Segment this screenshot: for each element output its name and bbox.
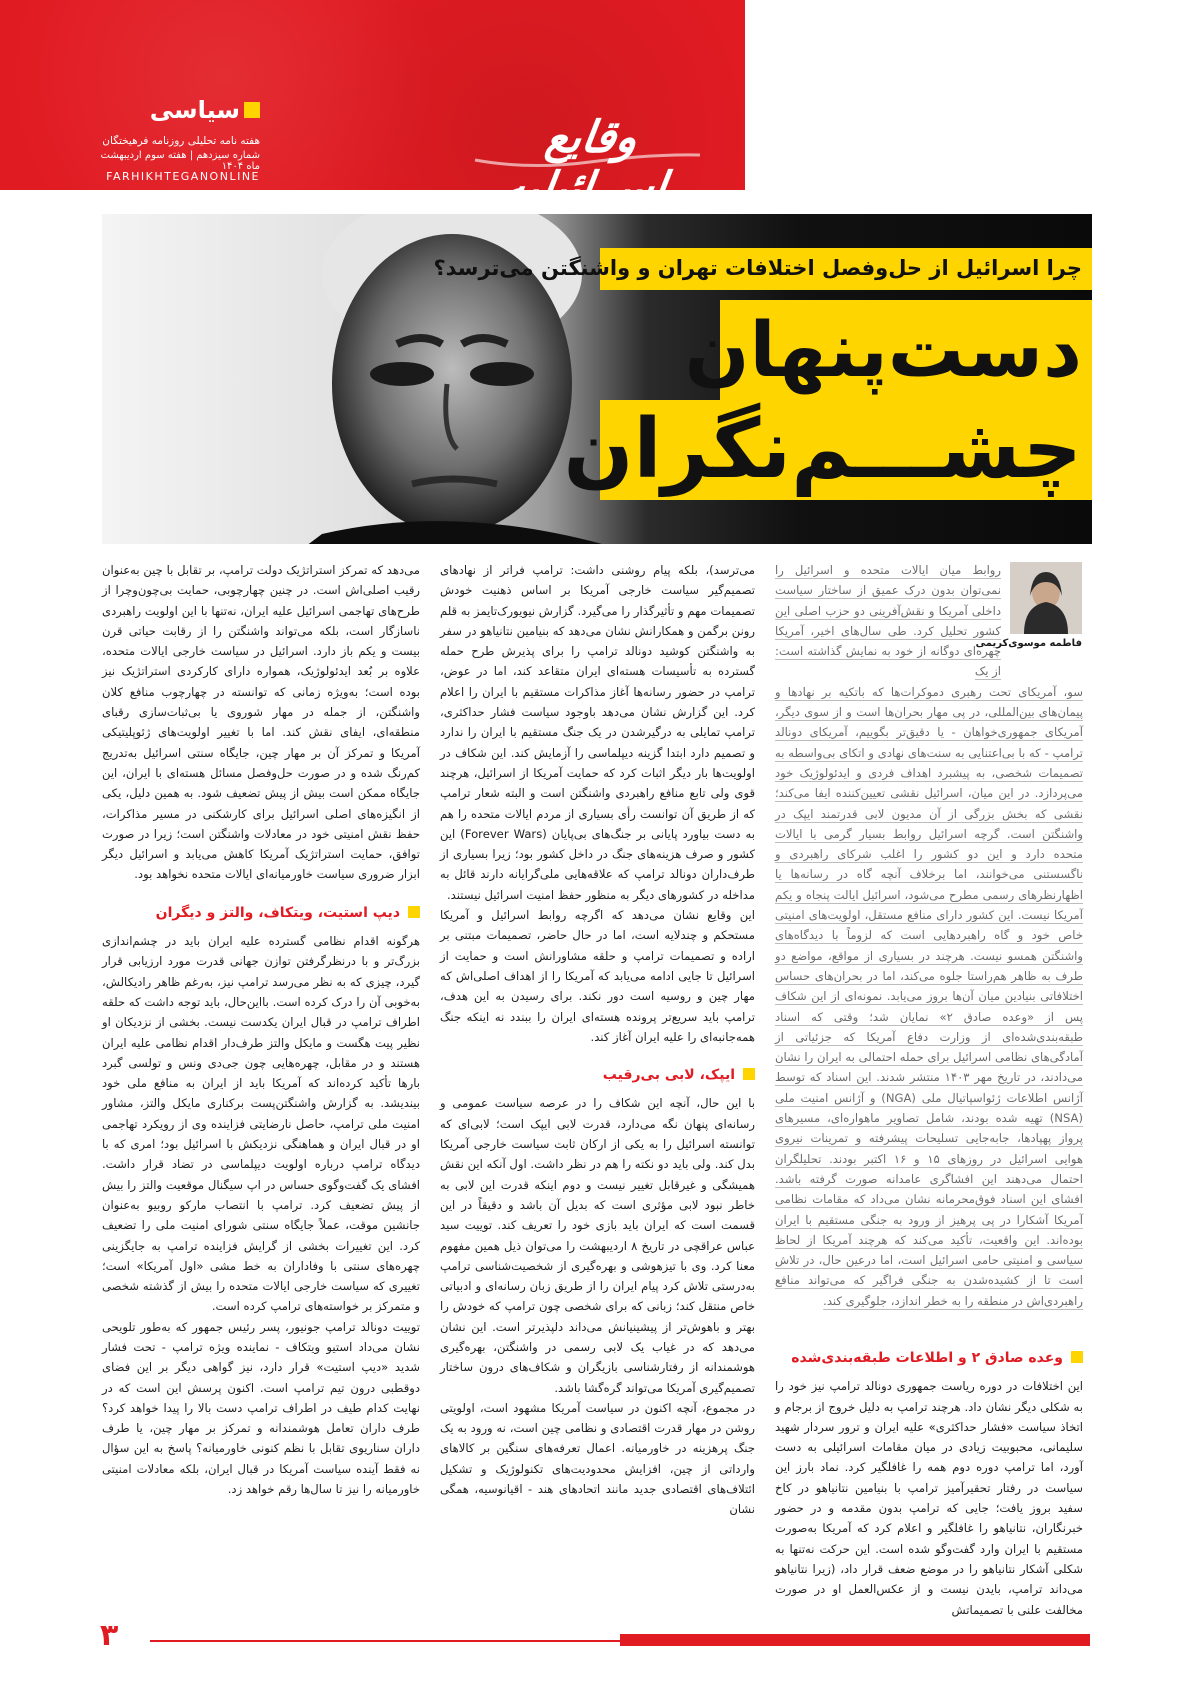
headline-line-2: چشـــم‌نگران — [563, 402, 1082, 497]
article-column-1 — [775, 560, 1083, 1311]
section-title: سیاسی — [149, 96, 240, 124]
article-paragraph: توییت دونالد ترامپ جونیور، پسر رئیس جمهور که به‌طور تلویحی نشان می‌داد استیو ویتکاف - نماینده ویژه ترامپ - تحت فشار شدید «دیپ استیت» قرار دارد، نیز گواهی دیگر بر این فضای دوقطبی درون تیم ترامپ است. اکنون پرسش این است که در نهایت کدام طیف در اطراف ترامپ دست بالا را پیدا خواهد کرد؟ طرف داران تعامل هوشمندانه و تمرکز بر مهار چین، یا طرف داران سناریوی تقابل با نظم کنونی خاورمیانه؟ پاسخ به این سؤال نه فقط آینده سیاست آمریکا در قبال ایران، بلکه معادلات امنیتی خاورمیانه را نیز تا سال‌ها رقم خواهد زد. — [102, 1319, 420, 1497]
author-name: فاطمه موسوی‌کریمی — [975, 638, 1082, 649]
article-paragraph: سو، آمریکای تحت رهبری دموکرات‌ها که باتکیه بر نهادها و پیمان‌های بین‌المللی، در پی مهار بحران‌ها است و از سوی دیگر، آمریکای جمهوری‌خواهان - یا دقیق‌تر بگوییم، آمریکای دونالد ترامپ - که با بی‌اعتنایی به سنت‌های نهادی و اتکای بی‌واسطه به تصمیمات شخصی، به پیشبرد اهداف فردی و ایدئولوژیک خود می‌پردازد. در این میان، اسرائیل نقشی تعیین‌کننده ایفا می‌کند؛ نقشی که بخش بزرگی از آن مدیون لابی قدرتمند ایپک در واشنگتن است. گرچه اسرائیل روابط بسیار گرمی با ایالات متحده دارد و این دو کشور را اغلب شرکای راهبردی و ناگسستنی می‌خوانند، اما برخلاف آنچه گاه در رسانه‌ها یا اظهارنظرهای رسمی مطرح می‌شود، اسرائیل ایالت پنجاه و یکم آمریکا نیست. این کشور دارای منافع مستقل، اولویت‌های امنیتی خاص خود و گاه راهبردهایی است که لزوماً با دیدگاه‌های واشنگتن همسو نیست. هرچند در بسیاری از مواقع، مواضع دو طرف به ظاهر هم‌راستا جلوه می‌کند، اما در بحران‌های حساس اختلافاتی بنیادین میان آن‌ها بروز می‌یابد. نمونه‌ای از این شکاف پس از «وعده صادق ۲» نمایان شد؛ وقتی که اسناد طبقه‌بندی‌شده‌ای از وزارت دفاع آمریکا که جزئیاتی از آمادگی‌های نظامی اسرائیل برای حمله احتمالی به ایران را نشان می‌دادند، در تاریخ مهر ۱۴۰۳ منتشر شدند. این اسناد که توسط آژانس اطلاعات ژئواسپاتیال ملی (NGA) و آژانس امنیت ملی (NSA) تهیه شده بودند، شامل تصاویر ماهواره‌ای، مسیرهای پرواز پهپادها، جابه‌جایی تسلیحات پیشرفته و تمرینات نیروی هوایی اسرائیل در روزهای ۱۵ و ۱۶ اکتبر بودند. تحلیلگران احتمال می‌دهند این افشاگری عامدانه صورت گرفته باشد. افشای این اسناد فوق‌محرمانه نشان می‌داد که مقامات نظامی آمریکا آشکارا در پی پرهیز از ورود به جنگی مستقیم با ایران بوده‌اند. این واقعیت، تأکید می‌کند که هرچند آمریکا از لحاظ سیاسی و امنیتی حامی اسرائیل است، اما درعین حال، در تلاش است تا از کشیده‌شدن به جنگی فراگیر که می‌تواند منافع راهبردی‌اش در منطقه را به خطر اندازد، جلوگیری کند. — [775, 684, 1084, 1308]
paper-description: هفته نامه تحلیلی روزنامه فرهیختگان — [102, 135, 260, 147]
issue-info: شماره سیزدهم | هفته سوم اردیبهشت ماه ۱۴۰۴ — [100, 150, 260, 172]
section-subhead: دیپ استیت، ویتکاف، والتز و دیگران — [102, 903, 420, 923]
footer-bar — [620, 1634, 1090, 1646]
headline-line-1: دست‌پنهان — [684, 305, 1082, 394]
article-paragraph: هرگونه اقدام نظامی گسترده علیه ایران باید در چشم‌اندازی بزرگ‌تر و با درنظرگرفتن توازن جهانی قدرت مورد ارزیابی قرار گیرد، چیزی که به نظر می‌رسد ترامپ نیز، به‌رغم ظاهر رادیکالش، به‌خوبی آن را درک کرده است. بااین‌حال، باید توجه داشت که حلقه اطراف ترامپ در قبال ایران یکدست نیست. بخشی از نزدیکان او نظیر پیت هگست و مایکل والتز طرف‌دار اقدام نظامی علیه ایران هستند و در مقابل، چهره‌هایی چون جی‌دی ونس و تولسی گبرد بارها تأکید کرده‌اند که آمریکا باید از ایران به منافع ملی خود بیندیشد. به گزارش واشنگتن‌پست برکناری مایکل والتز، مشاور امنیت ملی ترامپ، حاصل نارضایتی فزاینده وی از رویکرد تهاجمی او در قبال ایران و هماهنگی نزدیکش با اسرائیل بود؛ امری که با دیدگاه ترامپ درباره اولویت دیپلماسی در تضاد قرار داشت. افشای یک گفت‌وگوی حساس در اپ سیگنال موقعیت والتز را بیش از پیش تضعیف کرد. ترامپ با انتصاب مارکو روبیو به‌عنوان جانشین موقت، عملاً جایگاه سنتی شورای امنیت ملی را تضعیف کرد. این تغییرات بخشی از گرایش فزاینده ترامپ به جایگزینی چهره‌های سنتی با وفاداران به خط مشی «اول آمریکا» است؛ تغییری که سیاست خارجی ایالات متحده را بیش از گذشته شخصی و متمرکز بر خواسته‌های ترامپ کرده است. — [102, 934, 420, 1314]
article-paragraph: این وقایع نشان می‌دهد که اگرچه روابط اسرائیل و آمریکا مستحکم و چندلایه است، اما در حال حاضر، تصمیمات مبتنی بر اراده و تصمیمات ترامپ و حلقه مشاورانش است و حمایت از اسرائیل تا جایی ادامه می‌یابد که آمریکا را از اهداف اصلی‌اش که مهار چین و روسیه است دور نکند. برای رسیدن به این هدف، ترامپ باید سریع‌تر پرونده هسته‌ای ایران را ببندد نه اینکه جنگ همه‌جانبه‌ای را علیه ایران آغاز کند. — [440, 908, 755, 1044]
article-column-1-bottom — [775, 1330, 1083, 1620]
article-paragraph: در مجموع، آنچه اکنون در سیاست آمریکا مشهود است، اولویتی روشن در مهار قدرت اقتصادی و نظامی چین است، نه ورود به یک جنگ پرهزینه در خاورمیانه. اعمال تعرفه‌های سنگین بر کالاهای وارداتی از چین، افزایش محدودیت‌های تکنولوژیک و تشکیل ائتلاف‌های اقتصادی جدید مانند اتحادهای هند - اقیانوسیه، همگی نشان — [440, 1400, 755, 1517]
article-paragraph: با این حال، آنچه این شکاف را در عرصه سیاست عمومی و رسانه‌ای پنهان نگه می‌دارد، قدرت لابی ایپک است؛ لابی‌ای که توانسته اسرائیل را به یکی از ارکان ثابت سیاست خارجی آمریکا بدل کند. ولی باید دو نکته را هم در نظر داشت. اول آنکه این نقش همیشگی و غیرقابل تغییر نیست و دوم اینکه قدرت این لابی به خاطر نبود لابی مؤثری است که بدیل آن باشد و دقیقاً در این قسمت است که ایران باید بازی خود را تعریف کند. توییت سید عباس عراقچی در تاریخ ۸ اردیبهشت را می‌توان ذیل همین مفهوم معنا کرد. وی با تیزهوشی و بهره‌گیری از شخصیت‌شناسی ترامپ به‌درستی تلاش کرد پیام ایران را از طریق زبان رسانه‌ای و ادبیاتی خاص منتقل کند؛ زبانی که برای شخصی چون ترامپ که خودش را بهتر و باهوش‌تر از پیشینیانش می‌داند دلپذیرتر است. این نشان می‌دهد که در غیاب یک لابی رسمی در واشنگتن، بهره‌گیری هوشمندانه از رفتارشناسی بازیگران و شکاف‌های درون ساختار تصمیم‌گیری آمریکا می‌تواند گره‌گشا باشد. — [440, 1096, 755, 1395]
article-intro: روابط میان ایالات متحده و اسرائیل را نمی‌توان بدون درک عمیق از ساختار سیاست داخلی آمریکا و نقش‌آفرینی دو حزب اصلی این کشور تحلیل کرد. طی سال‌های اخیر، آمریکا چهره‌ای دوگانه از خود به نمایش گذاشته است: از یک — [775, 563, 1001, 679]
page-number: ۳ — [100, 1618, 119, 1653]
hero-subhead: چرا اسرائیل از حل‌وفصل اختلافات تهران و واشنگتن می‌ترسد؟ — [433, 256, 1082, 280]
section-marker — [244, 102, 260, 118]
article-paragraph: این اختلافات در دوره ریاست جمهوری دونالد ترامپ نیز خود را به شکلی دیگر نشان داد. هرچند ترامپ به دلیل خروج از برجام و اتخاذ سیاست «فشار حداکثری» علیه ایران و ترور سردار شهید سلیمانی، محبوبیت زیادی در میان مقامات اسرائیلی به دست آورد، اما ترامپ دوره دوم همه را غافلگیر کرد. نماد بارز این سیاست در رفتار تحقیرآمیز ترامپ با بنیامین نتانیاهو در کاخ سفید بروز یافت؛ جایی که ترامپ بدون مقدمه و در حضور خبرنگاران، نتانیاهو را غافلگیر و اعلام کرد که آمریکا به‌صورت مستقیم با ایران وارد گفت‌وگو شده است. این حرکت نه‌تنها به شکلی آشکار نتانیاهو را در موضع ضعف قرار داد، (زیرا نتانیاهو می‌داند ترامپ، بایدن نیست و از عکس‌العمل او در صورت مخالفت علنی با تصمیماتش — [775, 1379, 1083, 1617]
article-paragraph: می‌ترسد)، بلکه پیام روشنی داشت: ترامپ فراتر از نهادهای تصمیم‌گیر سیاست خارجی آمریکا بر اساس ذهنیت خودش تصمیمات مهم و تأثیرگذار را می‌گیرد. گزارش نیویورک‌تایمز به قلم رونن برگمن و همکارانش نشان می‌دهد که بنیامین نتانیاهو در سفر به واشنگتن کوشید دونالد ترامپ را برای پذیرش طرح حمله گسترده به تأسیسات هسته‌ای ایران متقاعد کند، اما در عوض، ترامپ در حضور رسانه‌ها آغاز مذاکرات مستقیم با ایران را اعلام کرد. این گزارش نشان می‌دهد باوجود سیاست فشار حداکثری، ترامپ تمایلی به درگیرشدن در یک جنگ مستقیم با ایران را ندارد و تصمیم دارد ابتدا گزینه دیپلماسی را آزمایش کند. این شکاف در اولویت‌ها بار دیگر اثبات کرد که حمایت آمریکا از اسرائیل، هرچند قوی ولی تابع منافع راهبردی واشنگتن است و البته شعار ترامپ که از طریق آن توانست رأی بسیاری از مردم ایالات متحده را هم به دست بیاورد پایانی بر جنگ‌های بی‌پایان (Forever Wars) این کشور و صرف هزینه‌های جنگ در داخل کشور بود؛ زیرا بسیاری از طرف‌داران دونالد ترامپ که علاقه‌هایی ملی‌گرایانه دارند قائل به مداخله در کشورهای دیگر به منظور حفظ امنیت اسرائیل نیستند. — [440, 563, 755, 902]
section-subhead: وعده صادق ۲ و اطلاعات طبقه‌بندی‌شده — [775, 1348, 1083, 1368]
article-column-3 — [102, 560, 420, 1499]
article-paragraph: می‌دهد که تمرکز استراتژیک دولت ترامپ، بر تقابل با چین به‌عنوان رقیب اصلی‌اش است. در چنین چهارچوبی، حمایت بی‌چون‌وچرا از طرح‌های تهاجمی اسرائیل علیه ایران، نه‌تنها با این اولویت راهبردی ناسازگار است، بلکه می‌تواند واشنگتن را از رقابت حیاتی قرن بیست و یکم باز دارد. اسرائیل در سیاست خارجی ایالات متحده، علاوه بر بُعد ایدئولوژیک، همواره دارای کارکردی استراتژیک نیز بوده است؛ به‌ویژه زمانی که توانسته در چهارچوب منافع کلان واشنگتن، از جمله در مهار شوروی یا بی‌ثبات‌سازی رقبای منطقه‌ای، ایفای نقش کند. اما با تغییر اولویت‌های ژئوپلیتیکی آمریکا و تمرکز آن بر مهار چین، جایگاه سنتی اسرائیل به‌تدریج کم‌رنگ شده و در صورت حل‌وفصل مسائل هسته‌ای با ایران، این جایگاه ممکن است بیش از پیش تضعیف شود. به همین دلیل، یکی از انگیزه‌های اصلی اسرائیل برای کارشکنی در مسیر مذاکرات، حفظ نقش امنیتی خود در معادلات واشنگتن است؛ زیرا در صورت توافق، حمایت استراتژیک آمریکا کاهش می‌یابد و اسرائیل دیگر ابزار ضروری سیاست خاورمیانه‌ای ایالات متحده نخواهد بود. — [102, 563, 420, 882]
logo: وقایع اسرائیلیه — [499, 112, 670, 214]
article-column-2 — [440, 560, 755, 1520]
site-name: FARHIKHTEGANONLINE — [106, 170, 260, 183]
section-subhead: ایپک، لابی بی‌رقیب — [440, 1065, 755, 1085]
